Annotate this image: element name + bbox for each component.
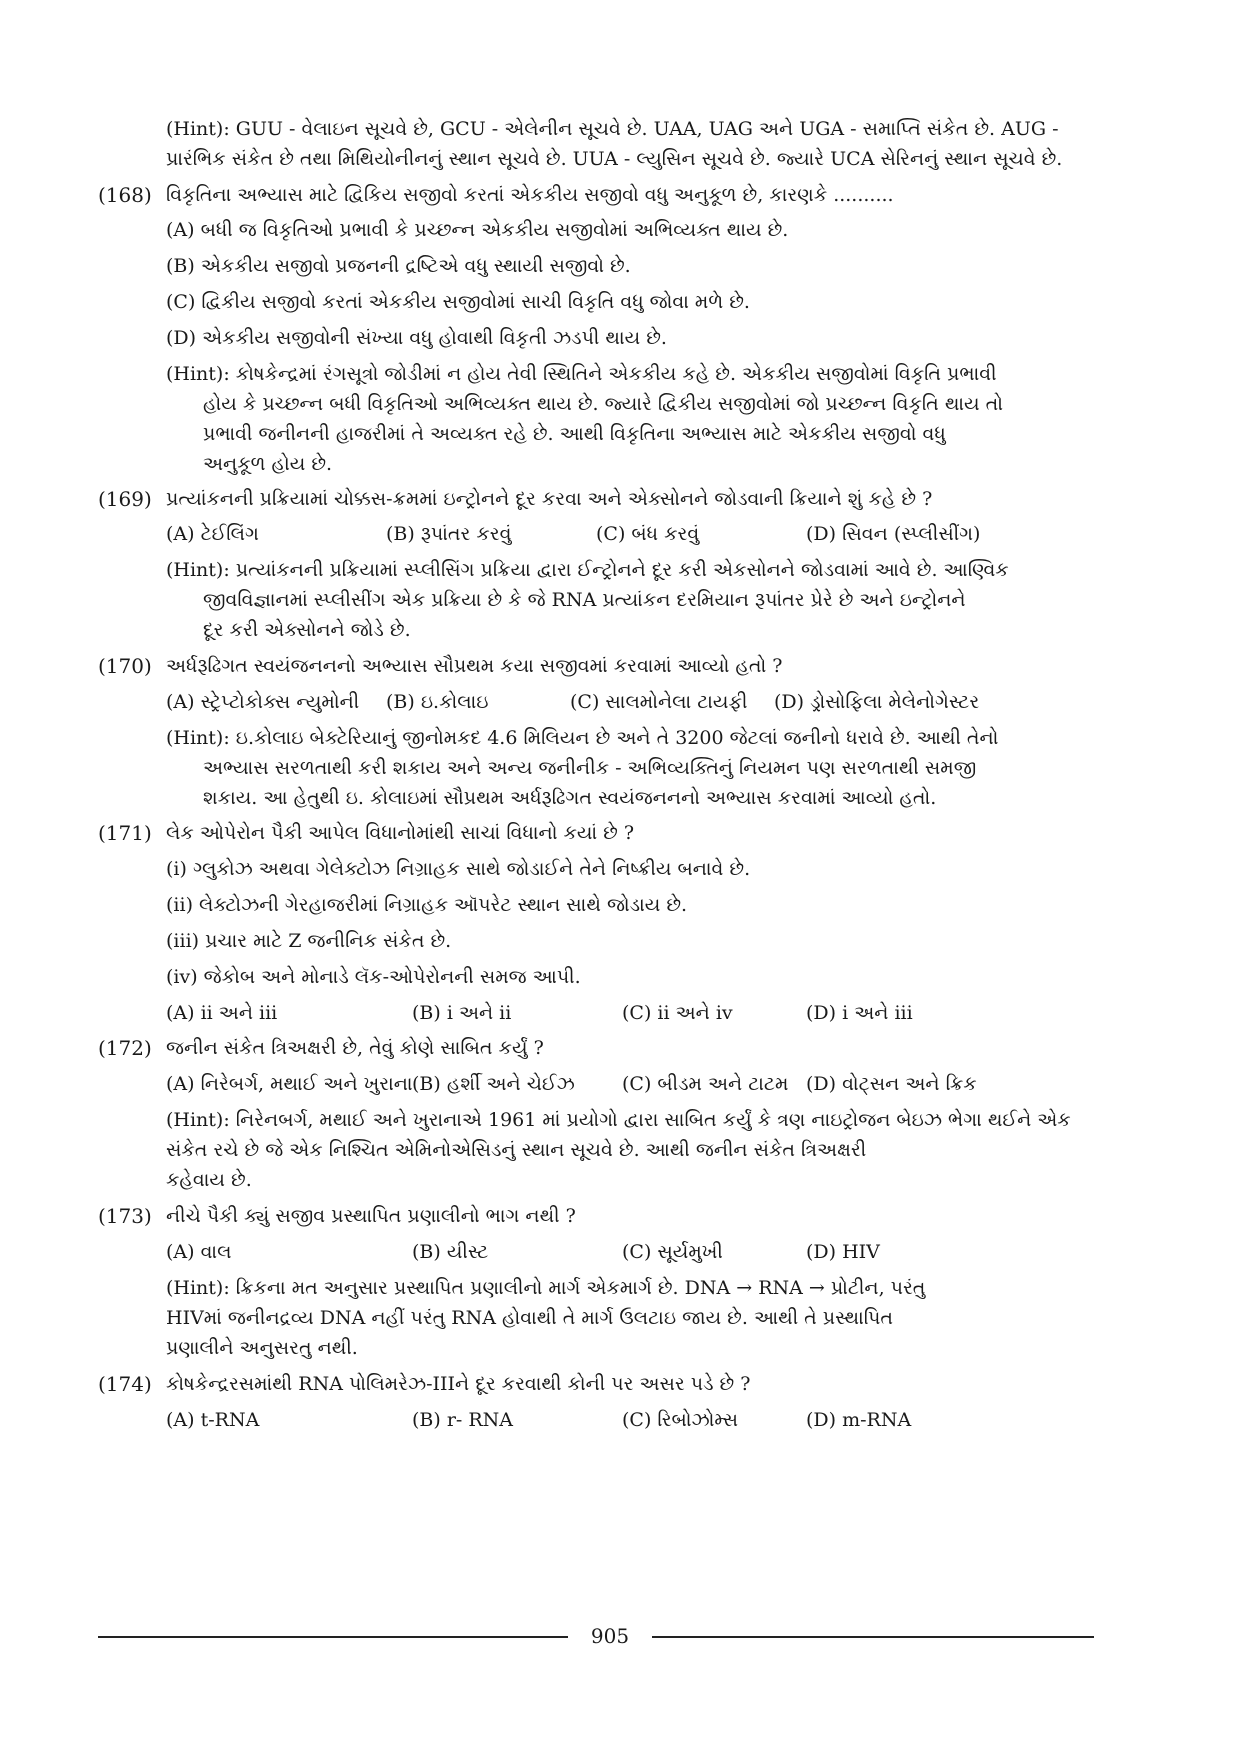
- option-a: (A) ii અને iii: [166, 1002, 278, 1024]
- hint-text: પ્રણાલીને અનુસરતુ નથી.: [166, 1337, 358, 1359]
- option-c: (C) સૂર્યમુખી: [622, 1241, 723, 1263]
- option-d: (D) HIV: [806, 1241, 880, 1263]
- hint-text: (Hint): પ્રત્યાંકનની પ્રક્રિયામાં સ્પ્લીસિંગ પ્રક્રિયા દ્વારા ઈન્ટ્રોનને દૂર કરી એકસોનને જોડવામાં આવે છે. આણ્વિક: [166, 559, 1009, 581]
- statement-ii: (ii) લેક્ટોઝની ગેરહાજરીમાં નિગ્રાહક ઑપરેટ સ્થાન સાથે જોડાય છે.: [166, 894, 688, 916]
- question-number: (172): [98, 1036, 152, 1060]
- option-a: (A) સ્ટ્રેપ્ટોકોક્સ ન્યુમોની: [166, 691, 360, 713]
- question-number: (168): [98, 183, 152, 207]
- page-number: 905: [590, 1624, 630, 1648]
- hint-text: (Hint): ઇ.કોલાઇ બેક્ટેરિયાનું જીનોમકદ 4.6 મિલિયન છે અને તે 3200 જેટલાં જનીનો ધરાવે છે. આથી તેનો: [166, 727, 999, 749]
- hint-text: (Hint): ક્રિકના મત અનુસાર પ્રસ્થાપિત પ્રણાલીનો માર્ગ એકમાર્ગ છે. DNA → RNA → પ્રોટીન, પરંતુ: [166, 1277, 926, 1299]
- option-c: (C) બીડમ અને ટાટમ: [622, 1073, 789, 1095]
- statement-iv: (iv) જેકોબ અને મોનાડે લૅક-ઓપેરોનની સમજ આપી.: [166, 966, 581, 988]
- statement-i: (i) ગ્લુકોઝ અથવા ગેલેક્ટોઝ નિગ્રાહક સાથે જોડાઈને તેને નિષ્ક્રીય બનાવે છે.: [166, 858, 751, 880]
- question-number: (170): [98, 654, 152, 678]
- option-b: (B) ઇ.કોલાઇ: [386, 691, 489, 713]
- option-a: (A) નિરેબર્ગ, મથાઈ અને ખુરાના: [166, 1073, 413, 1095]
- hint-text: (Hint): GUU - વેલાઇન સૂચવે છે, GCU - એલેનીન સૂચવે છે. UAA, UAG અને UGA - સમાપ્તિ સંકેત છે. AUG -: [166, 118, 1059, 140]
- option-c: (C) દ્વિકીય સજીવો કરતાં એકકીય સજીવોમાં સાચી વિકૃતિ વધુ જોવા મળે છે.: [166, 291, 750, 313]
- option-b: (B) હર્શી અને ચેઈઝ: [412, 1073, 575, 1095]
- question-number: (171): [98, 821, 152, 845]
- question-text: કોષકેન્દ્રરસમાંથી RNA પોલિમરેઝ-IIIને દૂર કરવાથી કોની પર અસર પડે છે ?: [166, 1373, 751, 1395]
- option-c: (C) સાલમોનેલા ટાયફી: [570, 691, 748, 713]
- hint-text: શકાય. આ હેતુથી ઇ. કોલાઇમાં સૌપ્રથમ અર્ધરૂઢિગત સ્વયંજનનનો અભ્યાસ કરવામાં આવ્યો હતો.: [203, 787, 937, 809]
- option-c: (C) બંધ કરવું: [596, 523, 700, 545]
- option-d: (D) ડ્રોસોફિલા મેલેનોગેસ્ટર: [774, 691, 980, 713]
- option-d: (D) એકકીય સજીવોની સંખ્યા વધુ હોવાથી વિકૃતી ઝડપી થાય છે.: [166, 327, 667, 349]
- hint-text: HIVમાં જનીનદ્રવ્ય DNA નહીં પરંતુ RNA હોવાથી તે માર્ગ ઉલટાઇ જાય છે. આથી તે પ્રસ્થાપિત: [166, 1307, 893, 1329]
- hint-text: દૂર કરી એક્સોનને જોડે છે.: [203, 619, 411, 641]
- option-a: (A) બધી જ વિકૃતિઓ પ્રભાવી કે પ્રચ્છન્ન એકકીય સજીવોમાં અભિવ્યક્ત થાય છે.: [166, 219, 789, 241]
- option-b: (B) યીસ્ટ: [412, 1241, 489, 1263]
- option-b: (B) રૂપાંતર કરવું: [386, 523, 512, 545]
- option-c: (C) રિબોઝોમ્સ: [622, 1409, 738, 1431]
- option-b: (B) i અને ii: [412, 1002, 512, 1024]
- option-b: (B) એકકીય સજીવો પ્રજનની દ્રષ્ટિએ વધુ સ્થાયી સજીવો છે.: [166, 255, 631, 277]
- hint-text: પ્રભાવી જનીનની હાજરીમાં તે અવ્યક્ત રહે છે. આથી વિકૃતિના અભ્યાસ માટે એકકીય સજીવો વધુ: [203, 423, 946, 445]
- question-text: અર્ધરૂઢિગત સ્વયંજનનનો અભ્યાસ સૌપ્રથમ કયા સજીવમાં કરવામાં આવ્યો હતો ?: [166, 655, 783, 677]
- hint-text: કહેવાય છે.: [166, 1169, 252, 1191]
- question-number: (174): [98, 1372, 152, 1396]
- hint-text: સંકેત રચે છે જે એક નિશ્ચિત એમિનોએસિડનું સ્થાન સૂચવે છે. આથી જનીન સંકેત ત્રિઅક્ષરી: [166, 1139, 867, 1161]
- hint-text: અનુકૂળ હોય છે.: [203, 453, 333, 475]
- question-text: જનીન સંકેત ત્રિઅક્ષરી છે, તેવું કોણે સાબિત કર્યું ?: [166, 1037, 544, 1059]
- footer-divider: [652, 1636, 1094, 1638]
- option-d: (D) i અને iii: [806, 1002, 913, 1024]
- hint-text: (Hint): નિરેનબર્ગ, મથાઈ અને ખુરાનાએ 1961 માં પ્રયોગો દ્વારા સાબિત કર્યું કે ત્રણ નાઇટ્રોજન બેઇઝ ભેગા થઈને એક: [166, 1109, 1071, 1131]
- hint-text: (Hint): કોષકેન્દ્રમાં રંગસૂત્રો જોડીમાં ન હોય તેવી સ્થિતિને એકકીય કહે છે. એકકીય સજીવોમાં વિકૃતિ પ્રભાવી: [166, 363, 997, 385]
- hint-text: અભ્યાસ સરળતાથી કરી શકાય અને અન્ય જનીનીક - અભિવ્યક્તિનું નિયમન પણ સરળતાથી સમજી: [203, 757, 977, 779]
- option-c: (C) ii અને iv: [622, 1002, 733, 1024]
- option-a: (A) t-RNA: [166, 1409, 260, 1431]
- statement-iii: (iii) પ્રચાર માટે Z જનીનિક સંકેત છે.: [166, 930, 452, 952]
- hint-text: હોય કે પ્રચ્છન્ન બધી વિકૃતિઓ અભિવ્યક્ત થાય છે. જ્યારે દ્વિકીય સજીવોમાં જો પ્રચ્છન્ન વિકૃતિ થાય તો: [203, 393, 1003, 415]
- option-a: (A) ટેઈલિંગ: [166, 523, 259, 545]
- option-d: (D) m-RNA: [806, 1409, 912, 1431]
- option-d: (D) સિવન (સ્પ્લીસીંગ): [806, 523, 981, 545]
- hint-text: પ્રારંભિક સંકેત છે તથા મિથિયોનીનનું સ્થાન સૂચવે છે. UUA - લ્યુસિન સૂચવે છે. જ્યારે UCA સેરિનનું સ્થાન સૂચવે છે.: [166, 148, 1063, 170]
- question-number: (169): [98, 487, 152, 511]
- footer-divider: [98, 1636, 568, 1638]
- question-text: વિકૃતિના અભ્યાસ માટે દ્વિકિય સજીવો કરતાં એકકીય સજીવો વધુ અનુકૂળ છે, કારણકે ..........: [166, 184, 894, 206]
- question-text: નીચે પૈકી ક્યું સજીવ પ્રસ્થાપિત પ્રણાલીનો ભાગ નથી ?: [166, 1205, 576, 1227]
- question-text: પ્રત્યાંકનની પ્રક્રિયામાં ચોક્કસ-ક્રમમાં ઇન્ટ્રોનને દૂર કરવા અને એક્સોનને જોડવાની ક્રિયાને શું કહે છે ?: [166, 488, 933, 510]
- option-d: (D) વોટ્સન અને ક્રિક: [806, 1073, 977, 1095]
- option-b: (B) r- RNA: [412, 1409, 514, 1431]
- question-number: (173): [98, 1204, 152, 1228]
- hint-text: જીવવિજ્ઞાનમાં સ્પ્લીસીંગ એક પ્રક્રિયા છે કે જે RNA પ્રત્યાંકન દરમિયાન રૂપાંતર પ્રેરે છે અને ઇન્ટ્રોનને: [203, 589, 966, 611]
- option-a: (A) વાલ: [166, 1241, 232, 1263]
- question-text: લેક ઓપેરોન પૈકી આપેલ વિધાનોમાંથી સાચાં વિધાનો કયાં છે ?: [166, 822, 635, 844]
